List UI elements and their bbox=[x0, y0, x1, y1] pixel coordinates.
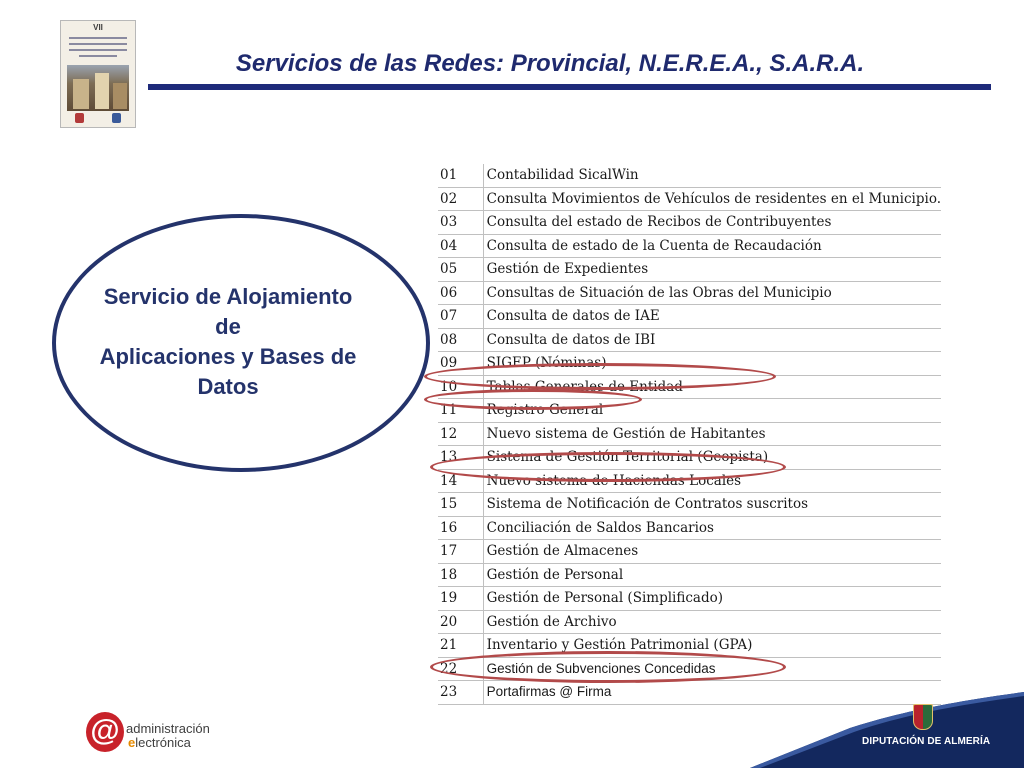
table-row bbox=[438, 305, 941, 329]
callout-line: de bbox=[215, 314, 241, 339]
service-code: 14 bbox=[438, 469, 483, 493]
service-name: Gestión de Archivo bbox=[483, 610, 941, 634]
service-name: Gestión de Subvenciones Concedidas bbox=[483, 657, 941, 681]
service-name: Tablas Generales de Entidad bbox=[483, 375, 941, 399]
service-code: 05 bbox=[438, 258, 483, 282]
table-row bbox=[438, 164, 941, 187]
cover-photo bbox=[67, 65, 129, 111]
table-row bbox=[438, 422, 941, 446]
callout-line: Datos bbox=[197, 374, 259, 399]
table-row bbox=[438, 281, 941, 305]
table-row bbox=[438, 258, 941, 282]
service-name: Gestión de Almacenes bbox=[483, 540, 941, 564]
service-name: Gestión de Personal bbox=[483, 563, 941, 587]
services-table bbox=[438, 164, 941, 705]
service-code: 17 bbox=[438, 540, 483, 564]
table-row bbox=[438, 587, 941, 611]
service-name: Nuevo sistema de Gestión de Habitantes bbox=[483, 422, 941, 446]
highlight-oval bbox=[424, 363, 776, 390]
organization-label: DIPUTACIÓN DE ALMERÍA bbox=[862, 736, 991, 747]
service-code: 15 bbox=[438, 493, 483, 517]
service-code: 02 bbox=[438, 187, 483, 211]
corner-banner bbox=[750, 690, 1024, 768]
table-row bbox=[438, 540, 941, 564]
service-name: SIGEP (Nóminas) bbox=[483, 352, 941, 376]
service-code: 08 bbox=[438, 328, 483, 352]
service-name: Consulta de datos de IAE bbox=[483, 305, 941, 329]
table-row bbox=[438, 610, 941, 634]
callout-line: Servicio de Alojamiento bbox=[103, 284, 353, 309]
service-code: 16 bbox=[438, 516, 483, 540]
administracion-electronica-logo bbox=[126, 722, 210, 750]
service-code: 03 bbox=[438, 211, 483, 235]
service-name: Conciliación de Saldos Bancarios bbox=[483, 516, 941, 540]
slide-title: Servicios de las Redes: Provincial, N.E.R.E.A., S.A.R.A. bbox=[235, 50, 865, 77]
logo-line: administración bbox=[126, 721, 210, 736]
cover-seal-icon bbox=[75, 113, 84, 123]
highlight-oval bbox=[424, 389, 642, 410]
table-row bbox=[438, 516, 941, 540]
service-name: Gestión de Expedientes bbox=[483, 258, 941, 282]
service-code: 20 bbox=[438, 610, 483, 634]
service-name: Sistema de Notificación de Contratos suscritos bbox=[483, 493, 941, 517]
service-code: 22 bbox=[438, 657, 483, 681]
service-name: Gestión de Personal (Simplificado) bbox=[483, 587, 941, 611]
callout-line: Aplicaciones y Bases de bbox=[99, 344, 357, 369]
service-name: Consultas de Situación de las Obras del Municipio bbox=[483, 281, 941, 305]
service-name: Registro General bbox=[483, 399, 941, 423]
service-name: Portafirmas @ Firma bbox=[483, 681, 941, 705]
cover-label: VII bbox=[93, 23, 103, 32]
table-row bbox=[438, 493, 941, 517]
service-callout-text bbox=[72, 282, 384, 402]
cover-text-line bbox=[69, 37, 127, 39]
conference-cover-thumbnail bbox=[60, 20, 136, 128]
service-code: 12 bbox=[438, 422, 483, 446]
cover-seal-icon bbox=[112, 113, 121, 123]
service-code: 01 bbox=[438, 164, 483, 187]
service-code: 19 bbox=[438, 587, 483, 611]
service-code: 11 bbox=[438, 399, 483, 423]
logo-line: electrónica bbox=[128, 735, 191, 750]
service-name: Inventario y Gestión Patrimonial (GPA) bbox=[483, 634, 941, 658]
at-logo-icon: @ bbox=[86, 712, 124, 752]
service-code: 09 bbox=[438, 352, 483, 376]
table-row bbox=[438, 328, 941, 352]
service-name: Sistema de Gestión Territorial (Geopista) bbox=[483, 446, 941, 470]
table-row bbox=[438, 187, 941, 211]
service-name: Contabilidad SicalWin bbox=[483, 164, 941, 187]
table-row bbox=[438, 211, 941, 235]
table-row bbox=[438, 563, 941, 587]
service-name: Consulta de datos de IBI bbox=[483, 328, 941, 352]
service-code: 06 bbox=[438, 281, 483, 305]
service-code: 23 bbox=[438, 681, 483, 705]
service-code: 13 bbox=[438, 446, 483, 470]
service-code: 04 bbox=[438, 234, 483, 258]
service-code: 10 bbox=[438, 375, 483, 399]
service-name: Consulta Movimientos de Vehículos de residentes en el Municipio. bbox=[483, 187, 941, 211]
highlight-oval bbox=[430, 452, 786, 482]
coat-of-arms-icon bbox=[913, 704, 933, 730]
title-underline-bar bbox=[148, 84, 991, 90]
service-name: Nuevo sistema de Haciendas Locales bbox=[483, 469, 941, 493]
cover-text-line bbox=[69, 49, 127, 51]
service-code: 21 bbox=[438, 634, 483, 658]
service-name: Consulta de estado de la Cuenta de Recaudación bbox=[483, 234, 941, 258]
cover-text-line bbox=[69, 43, 127, 45]
table-row bbox=[438, 234, 941, 258]
cover-text-line bbox=[79, 55, 117, 57]
service-code: 07 bbox=[438, 305, 483, 329]
service-name: Consulta del estado de Recibos de Contribuyentes bbox=[483, 211, 941, 235]
highlight-oval bbox=[430, 651, 786, 683]
service-code: 18 bbox=[438, 563, 483, 587]
